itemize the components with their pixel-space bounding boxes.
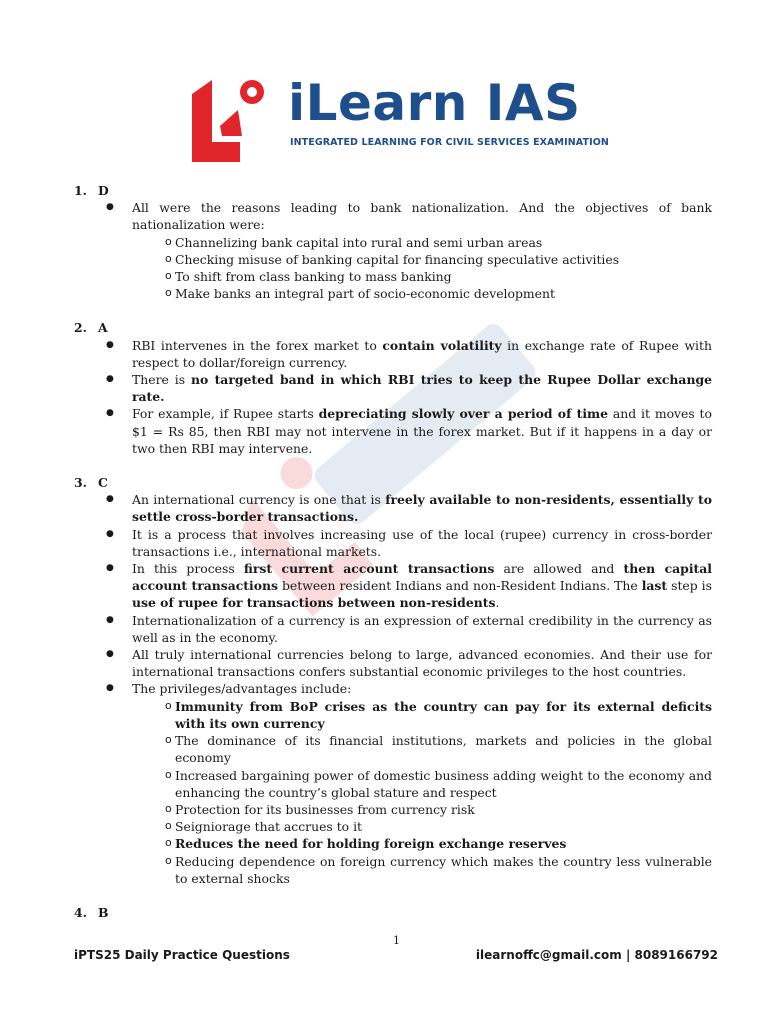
page-number: 1 — [393, 934, 400, 947]
text-run: RBI intervenes in the forex market to — [132, 337, 383, 353]
text-run: The dominance of its financial institutions, markets and policies in the global economy — [175, 733, 712, 766]
text-run: Channelizing bank capital into rural and semi urban areas — [175, 234, 543, 250]
sub-list — [132, 234, 712, 303]
text-run: . — [495, 595, 500, 611]
bullet-point — [132, 491, 712, 525]
footer-series-title: iPTS25 Daily Practice Questions — [74, 948, 290, 962]
ilearn-logo-icon — [192, 80, 272, 162]
answer-letter: D — [98, 183, 109, 198]
bold-text: depreciating slowly over a period of time — [318, 406, 609, 422]
sub-bullet-point — [175, 818, 712, 835]
text-run: To shift from class banking to mass banking — [175, 269, 452, 285]
bold-text: then capital account transactions — [132, 561, 713, 594]
bold-text: first current account transactions — [243, 561, 495, 577]
question-number: 3. — [74, 475, 87, 491]
sub-bullet-point — [175, 285, 712, 302]
bullet-point — [132, 526, 712, 560]
bullet-point — [132, 646, 712, 680]
sub-bullet-point — [175, 835, 712, 852]
question-3-heading — [74, 474, 712, 491]
brand-logo — [192, 74, 609, 160]
sub-bullet-point — [175, 853, 712, 887]
bold-text: Immunity from BoP crises as the country can pay for its external deficits with its own currency — [175, 698, 712, 731]
bullet-point — [132, 371, 712, 405]
bullet-point — [132, 199, 712, 302]
question-2-explanation — [72, 337, 712, 457]
text-run: are allowed and — [494, 561, 624, 577]
sub-bullet-point — [175, 732, 712, 766]
text-run: step is — [667, 578, 712, 594]
text-run: In this process — [132, 561, 244, 577]
logo-subtitle: INTEGRATED LEARNING FOR CIVIL SERVICES EXAMINATION — [290, 137, 609, 148]
question-3-explanation — [72, 491, 712, 887]
text-run: between resident Indians and non-Resident Indians. The — [278, 578, 642, 594]
question-2-heading — [74, 319, 712, 336]
bold-text: freely available to non-residents, essentially to settle cross-border transactions. — [132, 492, 712, 525]
bold-text: contain volatility — [382, 337, 502, 353]
question-1-explanation — [72, 199, 712, 302]
answer-letter: C — [98, 475, 108, 491]
question-number: 2. — [74, 320, 87, 336]
text-run: For example, if Rupee starts — [132, 406, 319, 422]
text-run: All were the reasons leading to bank nationalization. And the objectives of bank nationalization were: — [132, 200, 712, 233]
text-run: All truly international currencies belong to large, advanced economies. And their use for international transactions confers substantial economic privileges to the host countries. — [132, 647, 712, 680]
sub-list — [132, 698, 712, 887]
sub-bullet-point — [175, 801, 712, 818]
bold-text: Reduces the need for holding foreign exchange reserves — [175, 836, 567, 852]
sub-bullet-point — [175, 234, 712, 251]
text-run: Reducing dependence on foreign currency which makes the country less vulnerable to external shocks — [175, 853, 712, 886]
bold-text: last — [641, 578, 668, 594]
bullet-point — [132, 337, 712, 371]
text-run: Increased bargaining power of domestic business adding weight to the economy and enhancing the country’s global stature and respect — [175, 767, 712, 800]
text-run: There is — [132, 372, 191, 388]
text-run: It is a process that involves increasing use of the local (rupee) currency in cross-border transactions i.e., international markets. — [132, 526, 712, 559]
text-run: Seigniorage that accrues to it — [175, 819, 363, 835]
text-run: The privileges/advantages include: — [132, 681, 352, 697]
text-run: An international currency is one that is — [132, 492, 386, 508]
text-run: in exchange rate of Rupee with respect to dollar/foreign currency. — [132, 337, 712, 370]
sub-bullet-point — [175, 268, 712, 285]
bold-text: no targeted band in which RBI tries to keep the Rupee Dollar exchange rate. — [132, 372, 712, 405]
bullet-point — [132, 680, 712, 886]
bold-text: use of rupee for transactions between non-residents — [132, 595, 496, 611]
answer-letter: A — [98, 320, 108, 336]
text-run: Internationalization of a currency is an expression of external credibility in the currency as well as in the economy. — [132, 612, 712, 645]
bullet-point — [132, 612, 712, 646]
sub-bullet-point — [175, 698, 712, 732]
text-run: Checking misuse of banking capital for financing speculative activities — [175, 251, 620, 267]
text-run: Protection for its businesses from currency risk — [175, 801, 475, 817]
bullet-point — [132, 560, 712, 612]
text-run: Make banks an integral part of socio-economic development — [175, 286, 555, 302]
sub-bullet-point — [175, 767, 712, 801]
text-run: and it moves to $1 = Rs 85, then RBI may not intervene in the forex market. But if it happens in a day or two then RBI may intervene. — [132, 406, 712, 456]
footer-contact: ilearnoffc@gmail.com | 8089166792 — [475, 948, 718, 962]
question-number: 1. — [74, 183, 87, 198]
question-4-heading — [74, 904, 712, 921]
logo-title: iLearn IAS — [288, 74, 581, 132]
question-number: 4. — [74, 904, 87, 920]
sub-bullet-point — [175, 251, 712, 268]
question-1-heading — [74, 182, 712, 199]
bullet-point — [132, 405, 712, 457]
answer-content — [72, 182, 712, 921]
answer-letter: B — [98, 904, 109, 920]
